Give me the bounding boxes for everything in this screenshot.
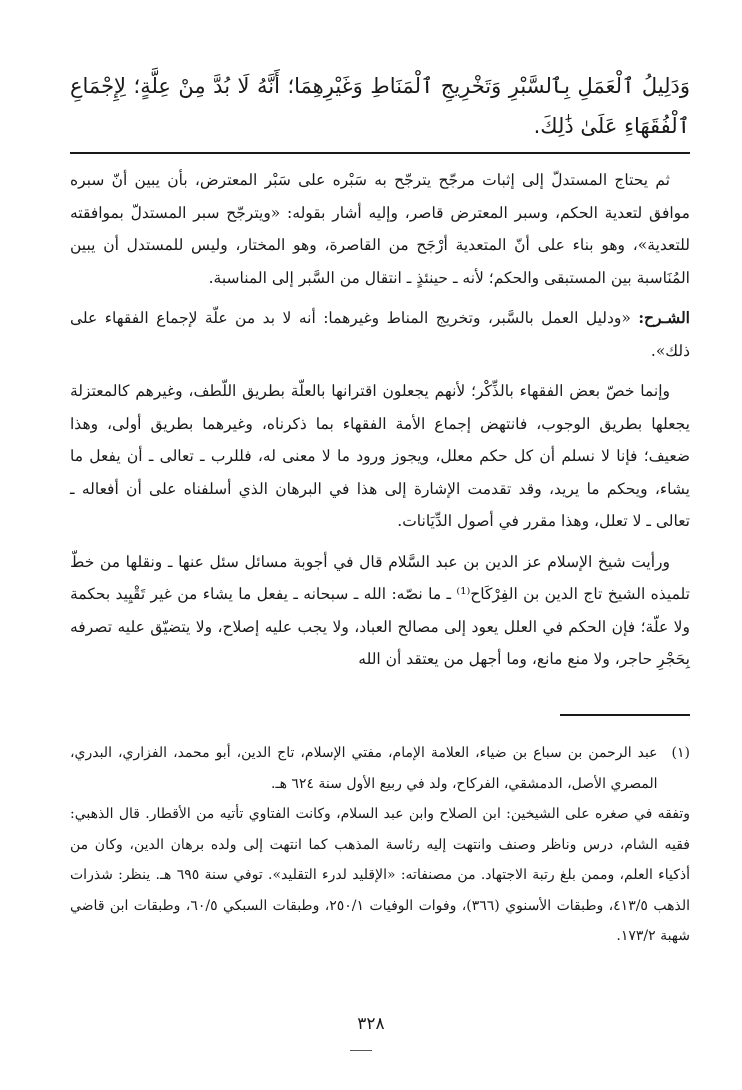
footnote-line-1: عبد الرحمن بن سباع بن ضياء، العلامة الإمام، مفتي الإسلام، تاج الدين، أبو محمد، الفزاري، البدري، المصري الأصل، الدمشقي، الفركاح، ولد في ربيع الأول سنة ٦٢٤ هـ. (70, 745, 658, 792)
footnote (70, 738, 690, 952)
sharh-text: «ودليل العمل بالسَّبر، وتخريج المناط وغيرهما: أنه لا بد من علّة لإجماع الفقهاء على ذلك». (70, 309, 690, 360)
sharh-paragraph (70, 302, 690, 367)
matn-text: وَدَلِيلُ ٱلْعَمَلِ بِٱلسَّبْرِ وَتَخْرِيجِ ٱلْمَنَاطِ وَغَيْرِهِمَا؛ أَنَّهُ لَا بُدَّ مِنْ عِلَّةٍ؛ لِإِجْمَاعِ ٱلْفُقَهَاءِ عَلَىٰ ذَٰلِكَ. (70, 74, 690, 138)
bottom-mark (350, 1050, 372, 1051)
footnote-number: (١) (671, 745, 690, 761)
paragraph-1: ثم يحتاج المستدلّ إلى إثبات مرجّح يترجّح به سَبْره على سَبْر المعترض، بأن يبين أنّ سبره موافق لتعدية الحكم، وسبر المعترض قاصر، وإليه أشار بقوله: «ويترجّح سبر المستدلّ بموافقته للتعدية»، وهو بناء على أنّ المتعدية أرْجَح من القاصرة، وهو المختار، وليس للمستدل أن يبين المُنَاسبة بين المستبقى والحكم؛ لأنه ـ حينئذٍ ـ انتقال من السَّبر إلى المناسبة. (70, 171, 690, 287)
footnote-paragraph-2: وتفقه في صغره على الشيخين: ابن الصلاح وابن عبد السلام، وكانت الفتاوي تأتيه من الأقطار. قال الذهبي: فقيه الشام، درس وناظر وصنف وانتهت إليه رئاسة المذهب كما انتهت إلى ولده برهان الدين، وكان من أذكياء العلم، وممن بلغ رتبة الاجتهاد. من مصنفاته: «الإقليد لدرء التقليد». توفي سنة ٦٩٥ هـ. ينظر: شذرات الذهب ٤١٣/٥، وطبقات الأسنوي (٣٦٦)، وفوات الوفيات ٢٥٠/١، وطبقات السبكي ٦٠/٥، وطبقات ابن قاضي شهبة ١٧٣/٢. (70, 806, 690, 944)
commentary-body (70, 164, 690, 684)
paragraph-3: وإنما خصّ بعض الفقهاء بالذِّكْر؛ لأنهم يجعلون اقترانها بالعلّة بطريق اللّطف، وغيرهم كالمعتزلة يجعلها بطريق الوجوب، فانتهض إجماع الأمة الفقهاء بما ذكرناه، وغيرهما بطريق أولى، وهذا ضعيف؛ فإنا لا نسلم أن كل حكم معلل، ويجوز ورود ما لا معنى له، فللرب ـ تعالى ـ أن يفعل ما يشاء، ويحكم ما يريد، وقد تقدمت الإشارة إلى هذا في البرهان الذي أسلفناه على أن أفعاله ـ تعالى ـ لا تعلل، وهذا مقرر في أصول الدِّيَانات. (70, 382, 690, 530)
matn-divider (70, 152, 690, 154)
footnote-divider (560, 714, 690, 716)
paragraph-4: ورأيت شيخ الإسلام عز الدين بن عبد السَّلام قال في أجوبة مسائل سئل عنها ـ ونقلها من خطّ تلميذه الشيخ تاج الدين بن الفِرْكَاح⁽¹⁾ ـ ما نصّه: الله ـ سبحانه ـ يفعل ما يشاء من غير تَقْيِيد بحكمة ولا علّة؛ فإن الحكم في العلل يعود إلى مصالح العباد، ولا يجب عليه إصلاح، ولا يتضيّق عليه تصرفه بِحَجْرِ حاجر، ولا منع مانع، وما أجهل من يعتقد أن الله (70, 552, 690, 668)
sharh-label: الشـرح: (638, 308, 690, 327)
page-number: ٣٢٨ (357, 1014, 385, 1034)
footnote-entry (70, 738, 690, 799)
